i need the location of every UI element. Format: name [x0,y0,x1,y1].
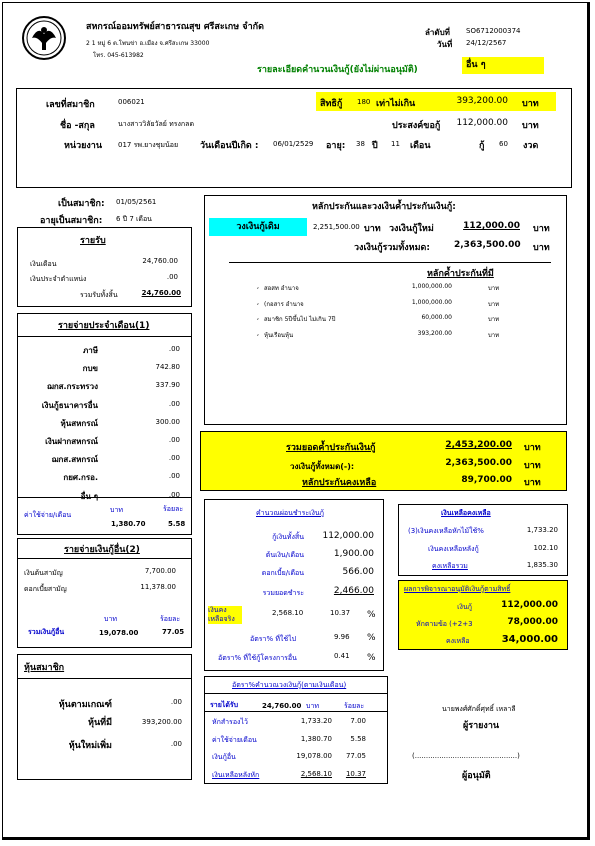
general-rate-value: 9.96 [334,633,350,641]
guarantee-title: หลักค้ำประกันที่มี [427,269,494,279]
old-limit-value: 2,251,500.00 [313,223,360,231]
years-label: ปี [372,141,378,151]
collateral-bullet: ¸ [256,327,260,336]
net-percent: 10.37 [330,609,351,617]
deduction-row-baht: 19,078.00 [296,752,332,760]
old-limit-label: วงเงินกู้เดิม [209,218,307,236]
other-loan-label-1: ดอกเบี้ยสามัญ [24,585,67,593]
repayment-title: คำนวณผ่อนชำระเงินกู้ [256,509,324,517]
expense-label: เงินกู้ธนาคารอื่น [41,400,98,410]
expense-value: 742.80 [155,363,180,372]
remaining-funds-label-2: คงเหลือรวม [432,562,468,570]
deduction-income-value: 24,760.00 [262,702,302,710]
months-label: เดือน [410,141,431,151]
period-label: งวด [523,141,539,151]
collateral-item-label: หุ้นเรือนหุ้น [264,331,294,339]
shares-label-2: หุ้นใหม่เพิ่ม [68,741,112,751]
expense-value: .00 [168,472,180,481]
expense-label: ฌกส.สหกรณ์ [51,455,98,465]
expense-value: .00 [168,454,180,463]
reporter-title: ผู้รายงาน [463,721,500,731]
remaining-funds-title: เงินเหลือคงเหลือ [441,509,491,517]
shares-value-0: .00 [170,698,182,706]
expense-value: 300.00 [155,417,180,426]
remaining-funds-value-1: 102.10 [533,544,558,552]
income-label-0: เงินเดือน [30,260,57,268]
deduction-income-label: รายได้รับ [210,701,239,709]
income-label-1: เงินประจำตำแหน่ง [30,275,87,283]
all-loans-value: 2,363,500.00 [445,458,512,468]
repayment-value-3: 2,466.00 [333,586,374,596]
total-limit-value: 2,363,500.00 [454,240,521,250]
old-limit-unit: บาท [364,224,381,234]
collateral-item-label: (กอสาร อำนาจ [264,300,304,308]
new-limit-value: 112,000.00 [463,221,520,231]
request-value: 112,000.00 [456,118,508,128]
remaining-funds-value-2: 1,835.30 [526,561,558,569]
expense-label: ภาษี [82,346,98,355]
committee-label-1: หักตามข้อ (+2+3 [416,620,473,628]
deduction-row-percent: 77.05 [345,752,366,760]
collateral-item-unit: บาท [488,285,500,292]
deduction-row-percent: 5.58 [350,734,366,743]
general-rate-sign: % [367,633,376,643]
collateral-title: หลักประกันและวงเงินค้ำประกันเงินกู้: [312,202,456,212]
income-title: รายรับ [80,236,106,246]
remaining-funds-value-0: 1,733.20 [526,526,558,534]
deduction-row-baht: 1,733.20 [300,717,332,725]
member-age-value: 6 ปี 7 เดือน [116,215,152,223]
monthly-expense-title: รายจ่ายประจำเดือน(1) [58,321,150,331]
guarantee-total-value: 2,453,200.00 [445,440,512,450]
collateral-item-value: 1,000,000.00 [411,283,452,290]
expense-summary-label: ค่าใช้จ่าย/เดือน [24,511,72,519]
other-loan-label-0: เงินต้นสามัญ [24,569,63,577]
deduction-row-baht: 1,380.70 [300,734,332,743]
new-limit-unit: บาท [533,224,550,234]
project-rate-value: 0.41 [334,652,350,660]
age-years: 38 [356,140,365,148]
loan-max-value: 393,200.00 [456,96,508,106]
new-limit-label: วงเงินกู้ใหม่ [389,224,434,234]
repayment-label-3: รวมยอดชำระ [262,589,304,597]
age-months: 11 [391,140,400,148]
project-rate-label: อัตรา% ที่ใช้กู้โครงการอื่น [218,654,297,662]
expense-value: .00 [168,436,180,444]
deduction-row-label: หักสำรองไว้ [212,718,248,726]
other-loan-value-0: 7,700.00 [144,567,176,575]
member-since-label: เป็นสมาชิก: [58,199,105,209]
collateral-item-unit: บาท [488,331,500,339]
total-limit-unit: บาท [533,243,550,253]
all-loans-unit: บาท [524,461,541,471]
expense-percent-header: ร้อยละ [163,505,184,513]
income-total-value: 24,760.00 [141,289,181,297]
total-limit-label: วงเงินกู้รวมทั้งหมด: [354,243,430,253]
committee-label-0: เงินกู้ [457,603,472,611]
shares-value-1: 393,200.00 [141,718,182,726]
deduction-baht-header: บาท [306,702,319,710]
member-age-label: อายุเป็นสมาชิก: [40,216,103,226]
deduction-title: อัตรา%คำนวณวงเงินกู้(ตามเงินเดือน) [232,681,347,689]
deduction-row-label: เงินเหลือหลังหัก [212,770,260,779]
loan-right-times: 180 [357,98,371,106]
loan-max-label: เท่าไม่เกิน [376,99,416,109]
org-phone: โทร. 045-613982 [93,52,144,59]
seq-value: SO6712000374 [466,27,521,35]
shares-label-0: หุ้นตามเกณฑ์ [58,700,112,710]
net-value: 2,568.10 [272,609,304,617]
seq-label: ลำดับที่ [425,28,450,37]
collateral-item-value: 60,000.00 [421,314,452,321]
repayment-box [204,499,384,671]
net-percent-sign: % [367,610,376,620]
collateral-bullet: ¸ [256,296,260,305]
other-loan-total-label: รวมเงินกู้อื่น [28,628,65,636]
deduction-row-percent: 7.00 [350,717,366,725]
collateral-item-unit: บาท [488,316,500,323]
shares-title: หุ้นสมาชิก [24,663,65,673]
committee-title: ผลการพิจารณาอนุมัติเงินกู้ตามสิทธิ์ [404,585,511,593]
income-total-label: รวมรับทั้งสิ้น [80,291,118,299]
document-title: รายละเอียดคำนวนเงินกู้(ยังไม่ผ่านอนุมัติ) [257,65,418,75]
guarantee-total-label: รวมยอดค้ำประกันเงินกู้ [286,443,376,453]
collateral-bullet: ¸ [256,312,260,320]
remaining-label: หลักประกันคงเหลือ [302,478,377,488]
repayment-value-0: 112,000.00 [322,531,374,541]
collateral-item-label: สมาชิก 5ปีขึ้นไป ไม่เกิน 7ปี [264,316,336,323]
member-no-label: เลขที่สมาชิก [46,100,95,110]
repayment-value-1: 1,900.00 [333,549,374,559]
expense-value: .00 [168,345,180,353]
other-loan-total-baht: 19,078.00 [99,629,139,637]
unit-label: หน่วยงาน [64,141,103,151]
expense-value: .00 [168,490,180,499]
remaining-value: 89,700.00 [461,475,512,485]
expense-baht-header: บาท [110,506,123,514]
installments-value: 60 [499,140,508,148]
member-name-value: นางสาววิลัยวัลย์ ทรงกลด [118,120,195,128]
collateral-item-value: 1,000,000.00 [411,298,452,306]
repayment-label-2: ดอกเบี้ย/เดือน [261,569,304,577]
other-loan-total-percent: 77.05 [162,628,185,636]
loan-type-badge: อื่น ๆ [462,57,544,74]
expense-value: .00 [168,399,180,408]
blank-name-line: (..............................................) [412,752,520,760]
all-loans-label: วงเงินกู้ทั้งหมด(-): [290,462,355,471]
loan-right-highlight [316,92,556,111]
collateral-item-label: สอสท อำนาจ [264,285,299,292]
unit-value: 017 รพ.ยางชุมน้อย [118,141,179,149]
deduction-percent-header: ร้อยละ [344,702,365,710]
request-label: ประสงค์ขอกู้ [392,121,441,131]
org-address: 2 1 หมู่ 6 ต.โพนข่า อ.เมือง จ.ศรีสะเกษ 33000 [86,40,210,47]
loan-right-label: สิทธิกู้ [320,99,343,109]
committee-value-1: 78,000.00 [507,617,558,627]
collateral-bullet: ¸ [256,281,260,289]
collateral-item-unit: บาท [488,300,500,308]
repayment-value-2: 566.00 [342,567,374,577]
collateral-item-value: 393,200.00 [417,329,452,337]
expense-label: กบข [82,364,98,374]
expense-label: เงินฝากสหกรณ์ [45,437,98,446]
deduction-row-label: เงินกู้อื่น [212,753,236,761]
committee-label-2: คงเหลือ [446,637,470,645]
loan-max-unit: บาท [522,99,539,109]
birth-value: 06/01/2529 [273,140,314,148]
expense-label: กยศ.กรอ. [63,473,98,483]
member-name-label: ชื่อ -สกุล [60,121,95,131]
other-loan-title: รายจ่ายเงินกู้อื่น(2) [64,545,140,555]
member-no-value: 006021 [118,98,145,106]
committee-value-0: 112,000.00 [501,600,558,610]
date-value: 24/12/2567 [466,39,507,47]
repayment-label-0: กู้เงินทั้งสิ้น [272,533,304,541]
guarantee-total-unit: บาท [524,443,541,453]
request-unit: บาท [522,121,539,131]
remaining-funds-label-1: เงินคงเหลือหลังกู้ [428,545,479,553]
income-value-0: 24,760.00 [142,257,178,265]
expense-summary-percent: 5.58 [168,520,186,528]
org-logo [22,16,66,60]
other-loan-baht-header: บาท [104,615,117,623]
expense-summary-baht: 1,380.70 [111,520,146,528]
age-label: อายุ: [326,141,346,151]
expense-label: อื่น ๆ [80,491,98,501]
general-rate-label: อัตรา% ที่ใช้ไป [250,635,297,643]
repayment-label-1: ต้นเงิน/เดือน [265,551,304,559]
approver-title: ผู้อนุมัติ [462,771,491,781]
project-rate-sign: % [367,653,376,663]
remaining-funds-label-0: (3)เงินคงเหลือหักไม้ใช้% [408,527,484,535]
birth-label: วันเดือนปีเกิด : [200,141,259,151]
net-label: เงินคงเหลือจริง [208,606,242,624]
shares-value-2: .00 [170,740,182,748]
borrow-label: กู้ [479,141,485,151]
date-label: วันที่ [437,40,453,49]
deduction-row-percent: 10.37 [345,769,366,778]
other-loan-percent-header: ร้อยละ [160,615,181,623]
income-value-1: .00 [166,273,178,281]
reporter-name: นายพงศ์ศักดิ์ศุทธิ์ เหลาลี [442,705,516,713]
deduction-row-baht: 2,568.10 [300,769,332,778]
expense-label: หุ้นสหกรณ์ [60,418,98,428]
remaining-unit: บาท [524,478,541,488]
org-name: สหกรณ์ออมทรัพย์สาธารณสุข ศรีสะเกษ จำกัด [86,22,264,32]
other-loan-value-1: 11,378.00 [140,583,176,591]
member-since-value: 01/05/2561 [116,198,157,206]
deduction-row-label: ค่าใช้จ่ายเดือน [212,735,257,744]
expense-label: ฌกส.กระทรวง [46,382,98,392]
shares-label-1: หุ้นที่มี [88,718,112,728]
committee-value-2: 34,000.00 [501,634,558,645]
expense-value: 337.90 [155,381,180,390]
